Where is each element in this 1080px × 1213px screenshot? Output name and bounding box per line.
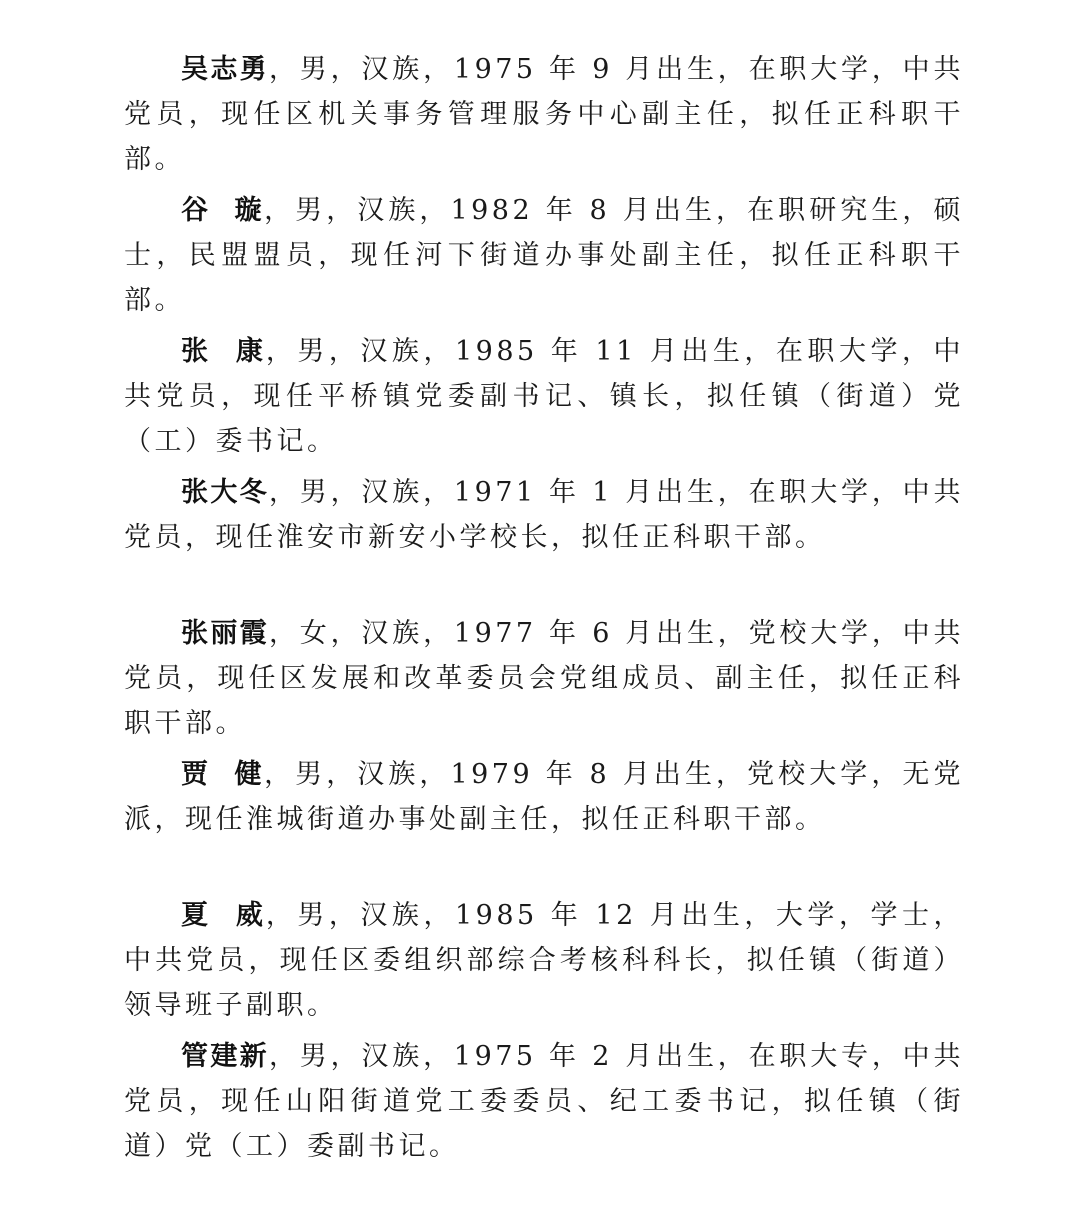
candidate-entry [124, 47, 964, 182]
candidate-entry [124, 1034, 964, 1169]
candidate-entry [124, 188, 964, 323]
candidate-details: ，女，汉族，1977 年 6 月出生，党校大学，中共党员，现任区发展和改革委员会党组成员、副主任，拟任正科职干部。 [124, 618, 965, 739]
candidate-name: 谷 璇 [181, 195, 265, 226]
candidate-details: ，男，汉族，1979 年 8 月出生，党校大学，无党派，现任淮城街道办事处副主任，拟任正科职干部。 [124, 759, 964, 835]
candidate-details: ，男，汉族，1985 年 12 月出生，大学，学士，中共党员，现任区委组织部综合考核科科长，拟任镇（街道）领导班子副职。 [124, 900, 964, 1021]
candidate-name: 张丽霞 [181, 618, 269, 649]
candidate-details: ，男，汉族，1971 年 1 月出生，在职大学，中共党员，现任淮安市新安小学校长，拟任正科职干部。 [124, 477, 965, 553]
candidate-details: ，男，汉族，1982 年 8 月出生，在职研究生，硕士，民盟盟员，现任河下街道办事处副主任，拟任正科职干部。 [124, 195, 964, 316]
candidate-name: 贾 健 [181, 759, 265, 790]
candidate-entry [124, 470, 964, 560]
candidate-details: ，男，汉族，1975 年 9 月出生，在职大学，中共党员，现任区机关事务管理服务中心副主任，拟任正科职干部。 [124, 54, 965, 175]
candidate-details: ，男，汉族，1985 年 11 月出生，在职大学，中共党员，现任平桥镇党委副书记、镇长，拟任镇（街道）党（工）委书记。 [124, 336, 964, 457]
candidate-name: 吴志勇 [181, 54, 269, 85]
candidate-entry [124, 893, 964, 1028]
candidate-name: 夏 威 [181, 900, 266, 931]
candidate-name: 张 康 [181, 336, 266, 367]
candidate-name: 张大冬 [181, 477, 269, 508]
candidate-entry [124, 329, 964, 464]
candidate-details: ，男，汉族，1975 年 2 月出生，在职大专，中共党员，现任山阳街道党工委委员、纪工委书记，拟任镇（街道）党（工）委副书记。 [124, 1041, 965, 1162]
candidate-entry [124, 611, 964, 746]
candidate-entry [124, 752, 964, 842]
candidate-name: 管建新 [181, 1041, 269, 1072]
